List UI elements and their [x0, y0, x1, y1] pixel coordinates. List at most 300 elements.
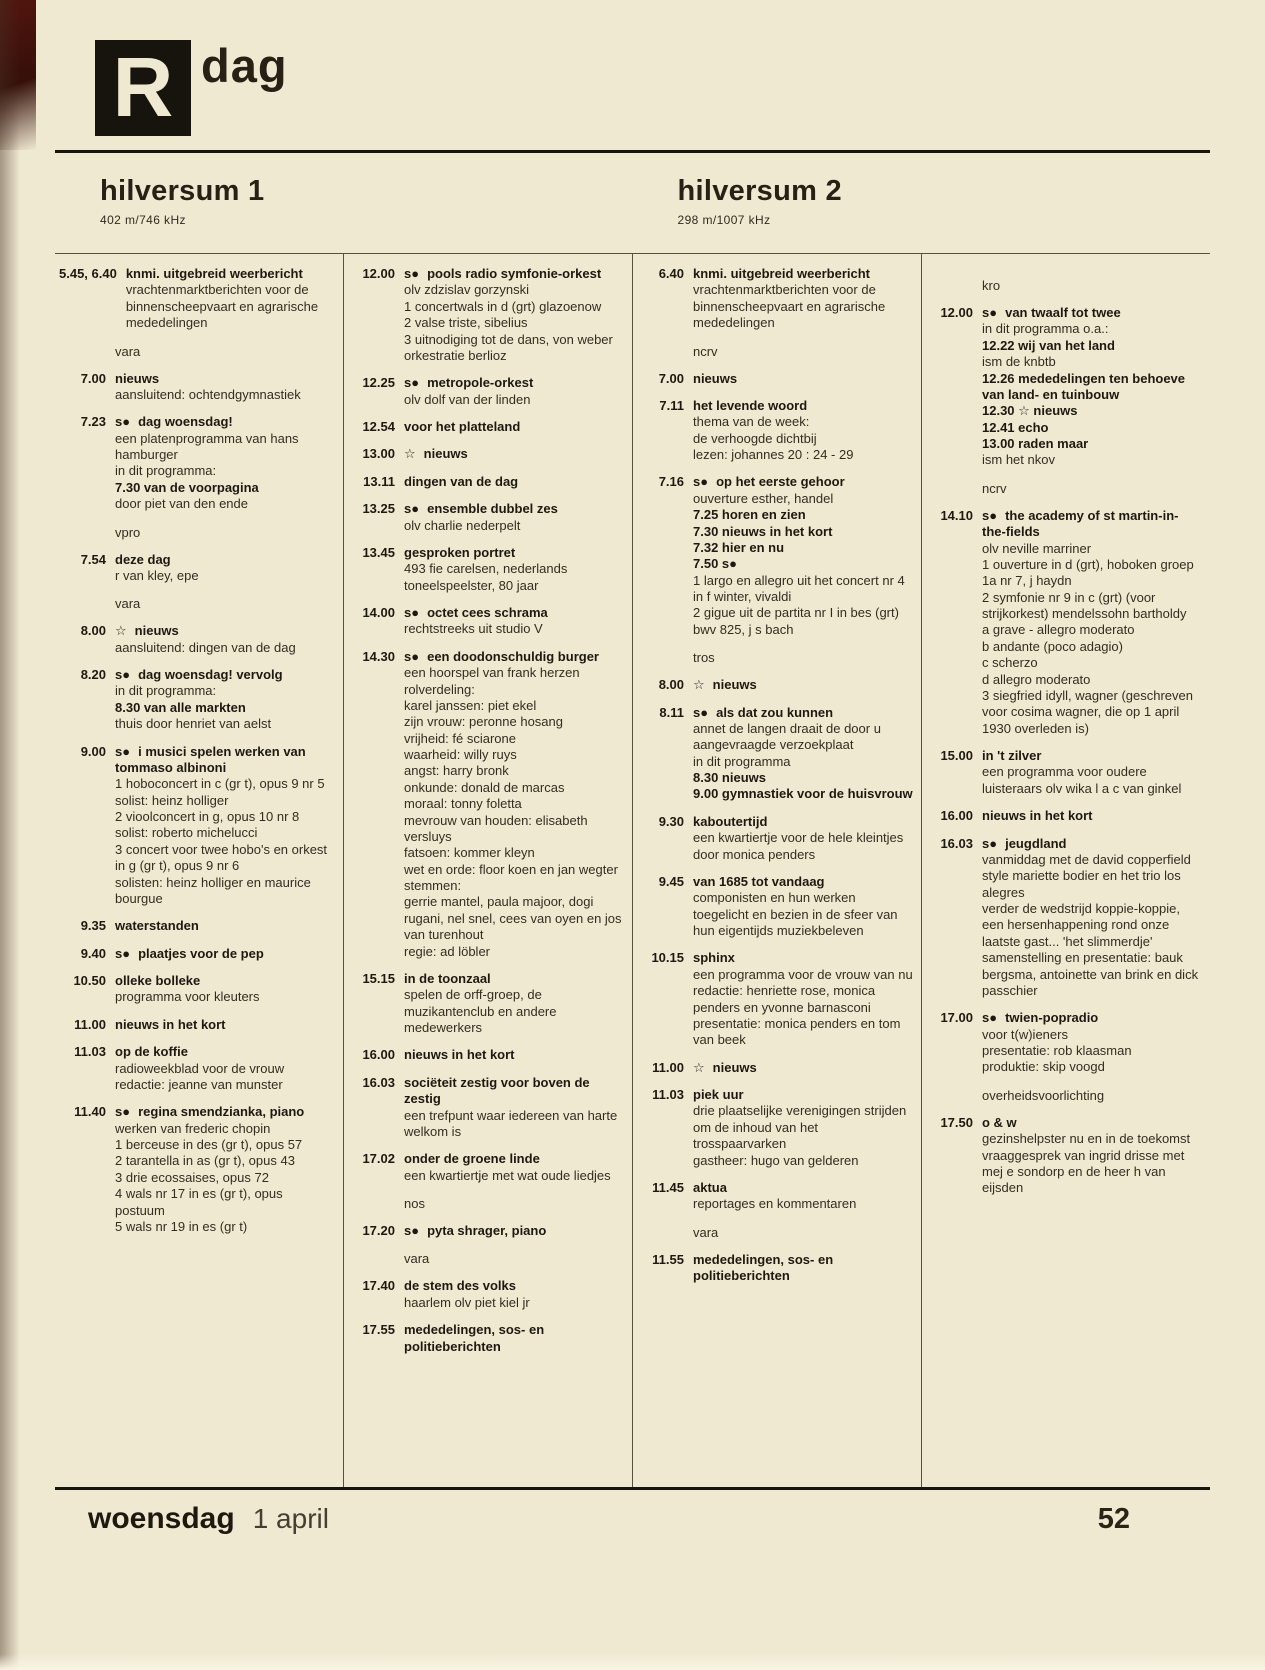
program-entry — [926, 1115, 1202, 1197]
program-title: kaboutertijd — [693, 813, 768, 829]
program-detail: mevrouw van houden: elisabeth versluys — [404, 812, 588, 844]
program-detail: redactie: henriette rose, monica penders en yvonne barnasconi — [693, 983, 876, 1015]
program-detail: ism de knbtb — [982, 354, 1056, 370]
star-icon: ☆ — [693, 677, 705, 693]
program-detail: 7.30 nieuws in het kort — [693, 523, 833, 539]
program-time: 17.40 — [362, 1278, 395, 1294]
program-detail: b andante (poco adagio) — [982, 638, 1123, 654]
program-entry — [348, 501, 624, 534]
program-title: s● op het eerste gehoor — [693, 474, 845, 490]
broadcaster-label: kro — [982, 278, 1001, 293]
program-detail: een kwartiertje voor de hele kleintjes — [693, 830, 904, 846]
program-detail: solist: heinz holliger — [115, 792, 229, 808]
program-content — [404, 649, 624, 960]
stereo-icon: s● — [404, 501, 420, 517]
program-time: 8.00 — [80, 623, 106, 639]
program-entry — [348, 545, 624, 594]
program-entry — [926, 808, 1202, 824]
program-title: sphinx — [693, 950, 735, 966]
program-time: 9.30 — [658, 813, 684, 829]
program-detail: vanmiddag met de david copperfield style mariette bodier en het trio los alegres — [982, 851, 1191, 900]
program-content — [982, 748, 1202, 797]
program-title: van 1685 tot vandaag — [693, 873, 825, 889]
program-detail: olv zdzislav gorzynski — [404, 282, 529, 298]
program-detail: 8.30 van alle markten — [115, 699, 246, 715]
program-content — [404, 419, 624, 435]
program-detail: reportages en kommentaren — [693, 1196, 857, 1212]
program-time: 11.03 — [652, 1087, 684, 1102]
program-entry — [348, 605, 624, 638]
program-content — [115, 744, 335, 908]
program-content — [982, 836, 1202, 1000]
program-entry — [59, 266, 335, 332]
stereo-icon: s● — [693, 704, 709, 720]
program-detail: 5 wals nr 19 in es (gr t) — [115, 1218, 248, 1234]
program-detail: solist: roberto michelucci — [115, 825, 258, 841]
program-detail: solisten: heinz holliger en maurice bourgue — [115, 874, 311, 906]
program-entry — [348, 474, 624, 490]
program-content — [693, 1060, 913, 1076]
program-title: sociëteit zestig voor boven de zestig — [404, 1074, 590, 1107]
program-detail: verder de wedstrijd koppie-koppie, een hersenhappening rond onze laatste gast... 'het slimmerdje' — [982, 901, 1180, 949]
program-detail: 8.30 nieuws — [693, 770, 766, 785]
program-time: 13.25 — [362, 501, 395, 517]
program-entry — [59, 667, 335, 733]
program-detail: 7.25 horen en zien — [693, 507, 806, 523]
program-detail: radioweekblad voor de vrouw — [115, 1060, 285, 1076]
program-detail: vrijheid: fé sciarone — [404, 730, 516, 746]
program-entry — [348, 649, 624, 960]
program-detail: r van kley, epe — [115, 567, 199, 583]
program-time: 16.00 — [940, 808, 973, 824]
program-detail: 3 drie ecossaises, opus 72 — [115, 1169, 269, 1185]
program-title: s● als dat zou kunnen — [693, 704, 834, 720]
stereo-icon: s● — [982, 1010, 998, 1026]
program-content — [115, 1104, 335, 1235]
program-detail: 3 concert voor twee hobo's en orkest in g (gr t), opus 9 nr 6 — [115, 841, 328, 874]
program-entry — [59, 1044, 335, 1093]
program-time: 10.50 — [73, 973, 106, 988]
masthead — [55, 0, 1210, 150]
stereo-icon: s● — [693, 474, 709, 490]
program-entry — [637, 1180, 913, 1213]
program-detail: regie: ad löbler — [404, 943, 490, 959]
program-title: nieuws in het kort — [982, 808, 1093, 824]
program-title: o & w — [982, 1114, 1017, 1130]
program-detail: 12.30 ☆ nieuws — [982, 403, 1078, 419]
program-detail: ouverture esther, handel — [693, 490, 834, 506]
program-time: 12.54 — [362, 419, 395, 434]
program-detail: lezen: johannes 20 : 24 - 29 — [693, 447, 854, 462]
program-entry — [59, 414, 335, 512]
program-content — [404, 501, 624, 534]
program-entry — [926, 305, 1202, 469]
listing-column-h2-a — [632, 254, 921, 1487]
bottom-edge-highlight — [0, 1654, 1265, 1670]
program-title: s● metropole-orkest — [404, 375, 534, 391]
program-title: s● een doodonschuldig burger — [404, 648, 599, 664]
program-time: 6.40 — [658, 266, 684, 281]
program-detail: presentatie: rob klaasman — [982, 1043, 1132, 1058]
program-content — [693, 371, 913, 387]
program-entry — [59, 1017, 335, 1033]
program-content — [693, 1252, 913, 1285]
program-entry — [637, 874, 913, 940]
program-detail: produktie: skip voogd — [982, 1059, 1105, 1075]
program-entry — [348, 375, 624, 408]
station-headers — [55, 153, 1210, 253]
program-title: nieuws — [115, 370, 160, 386]
program-time: 11.00 — [74, 1016, 106, 1032]
program-content — [404, 545, 624, 594]
program-content — [115, 918, 335, 934]
program-title: nieuws in het kort — [115, 1016, 226, 1032]
program-time: 17.02 — [362, 1151, 395, 1167]
program-content — [982, 508, 1202, 737]
program-detail: in dit programma o.a.: — [982, 321, 1109, 337]
broadcaster-label: vara — [404, 1251, 430, 1267]
program-time: 7.00 — [80, 370, 106, 386]
program-detail: karel janssen: piet ekel — [404, 697, 537, 713]
program-detail: gezinshelpster nu en in de toekomst — [982, 1131, 1191, 1147]
program-detail: werken van frederic chopin — [115, 1120, 271, 1136]
program-detail: 2 vioolconcert in g, opus 10 nr 8 — [115, 809, 300, 824]
program-detail: in dit programma — [693, 753, 791, 769]
program-content — [404, 1047, 624, 1063]
program-detail: haarlem olv piet kiel jr — [404, 1294, 530, 1310]
station-frequency: 402 m/746 kHz — [100, 213, 186, 227]
scan-edge-shadow — [0, 0, 20, 1670]
program-title: s● jeugdland — [982, 835, 1067, 851]
program-detail: voor t(w)ieners — [982, 1026, 1068, 1042]
program-time: 8.11 — [659, 704, 684, 720]
star-icon: ☆ — [115, 623, 127, 639]
program-time: 13.11 — [363, 473, 395, 489]
program-detail: 2 gigue uit de partita nr I in bes (grt) bwv 825, j s bach — [693, 605, 899, 637]
program-detail: 3 siegfried idyll, wagner (geschreven voor cosima wagner, die op 1 april 1930 overleden is) — [982, 687, 1193, 736]
footer-date-block — [88, 1502, 329, 1536]
program-detail: 7.30 van de voorpagina — [115, 479, 259, 495]
program-entry — [59, 973, 335, 1006]
station-header-hilversum-1 — [55, 175, 633, 227]
program-detail: rolverdeling: — [404, 681, 475, 697]
program-title: dingen van de dag — [404, 473, 519, 489]
program-detail: wet en orde: floor koen en jan wegter — [404, 861, 618, 877]
program-title: gesproken portret — [404, 544, 516, 560]
program-title: s● i musici spelen werken van tommaso albinoni — [115, 743, 306, 775]
program-title: nieuws — [693, 370, 738, 386]
program-entry — [348, 1047, 624, 1063]
program-title: s● pools radio symfonie-orkest — [404, 266, 602, 281]
program-content — [115, 623, 335, 656]
program-entry — [637, 266, 913, 332]
stereo-icon: s● — [404, 266, 420, 281]
program-entry — [637, 814, 913, 863]
program-title: ☆ nieuws — [115, 623, 179, 639]
program-content — [693, 874, 913, 940]
program-title: mededelingen, sos- en politieberichten — [404, 1322, 545, 1354]
program-detail: programma voor kleuters — [115, 989, 260, 1005]
program-time: 11.03 — [74, 1044, 106, 1060]
program-title: s● dag woensdag! vervolg — [115, 667, 283, 682]
program-time: 11.45 — [652, 1179, 684, 1195]
program-detail: angst: harry bronk — [404, 763, 509, 779]
program-detail: stemmen: — [404, 878, 462, 893]
program-time: 12.00 — [940, 305, 973, 320]
program-detail: 1 concertwals in d (grt) glazoenow — [404, 298, 602, 314]
program-entry — [348, 1151, 624, 1184]
program-entry — [637, 1087, 913, 1169]
footer — [55, 1490, 1210, 1536]
program-entry — [637, 705, 913, 803]
program-content — [693, 814, 913, 863]
program-title: s● octet cees schrama — [404, 605, 548, 620]
program-entry — [637, 677, 913, 693]
program-detail: fatsoen: kommer kleyn — [404, 845, 535, 861]
program-content — [404, 375, 624, 408]
program-content — [404, 1278, 624, 1311]
program-content — [404, 1075, 624, 1141]
program-content — [115, 552, 335, 585]
stereo-icon: s● — [115, 667, 131, 682]
program-time: 8.20 — [80, 667, 106, 682]
stereo-icon: s● — [115, 945, 131, 961]
program-listings — [55, 253, 1210, 1487]
stereo-icon: s● — [115, 743, 131, 759]
program-detail: een kwartiertje met wat oude liedjes — [404, 1167, 611, 1183]
program-detail: componisten en hun werken toegelicht en bezien in de sfeer van hun eigentijds muziekbeleven — [693, 890, 898, 938]
program-detail: redactie: jeanne van munster — [115, 1076, 283, 1092]
program-content — [115, 973, 335, 1006]
program-entry — [59, 744, 335, 908]
program-content — [982, 305, 1202, 469]
program-entry — [348, 446, 624, 462]
page-number: 52 — [1097, 1503, 1130, 1535]
program-time: 14.30 — [362, 648, 395, 664]
stereo-icon: s● — [404, 648, 420, 664]
program-entry — [926, 508, 1202, 737]
program-detail: een platenprogramma van hans hamburger — [115, 430, 299, 462]
program-time: 9.45 — [658, 873, 684, 889]
program-title: s● regina smendzianka, piano — [115, 1104, 305, 1120]
program-content — [404, 1223, 624, 1239]
listing-column-h2-b — [921, 254, 1210, 1487]
program-content — [693, 1180, 913, 1213]
program-detail: 1 largo en allegro uit het concert nr 4 in f winter, vivaldi — [693, 572, 905, 604]
program-detail: vrachtenmarktberichten voor de binnenscheepvaart en agrarische mededelingen — [125, 282, 319, 331]
logo-word: dag — [201, 39, 288, 92]
program-detail: gerrie mantel, paula majoor, dogi rugani, nel snel, cees van oyen en jos van turenhout — [404, 894, 622, 943]
program-detail: rechtstreeks uit studio V — [404, 621, 543, 637]
program-content — [115, 414, 335, 512]
program-detail: 2 tarantella in as (gr t), opus 43 — [115, 1153, 295, 1169]
program-title: s● twien-popradio — [982, 1010, 1099, 1026]
program-time: 17.20 — [362, 1223, 395, 1238]
program-time: 16.00 — [362, 1047, 395, 1063]
program-time: 17.50 — [940, 1114, 973, 1130]
program-time: 7.11 — [659, 397, 684, 413]
program-time: 17.00 — [940, 1010, 973, 1026]
program-detail: olv neville marriner — [982, 540, 1092, 556]
program-detail: gastheer: hugo van gelderen — [693, 1152, 859, 1168]
program-time: 7.16 — [658, 474, 684, 490]
program-title: het levende woord — [693, 397, 808, 413]
program-detail: orkestratie berlioz — [404, 347, 507, 363]
stereo-icon: s● — [115, 414, 131, 430]
program-detail: 2 symfonie nr 9 in c (grt) (voor strijkorkest) mendelssohn bartholdy — [982, 589, 1187, 621]
program-entry — [637, 1060, 913, 1076]
program-detail: vrachtenmarktberichten voor de binnenscheepvaart en agrarische mededelingen — [693, 282, 886, 331]
program-title: s● dag woensdag! — [115, 414, 233, 430]
program-content — [982, 808, 1202, 824]
program-detail: 12.22 wij van het land — [982, 337, 1115, 353]
star-icon: ☆ — [404, 446, 416, 462]
stereo-icon: s● — [404, 1223, 420, 1238]
listing-column-h1-a — [55, 254, 343, 1487]
program-detail: aansluitend: dingen van de dag — [115, 639, 296, 655]
program-detail: drie plaatselijke verenigingen strijden om de inhoud van het trosspaarvarken — [693, 1103, 907, 1152]
program-detail: 1 ouverture in d (grt), hoboken groep 1a nr 7, j haydn — [982, 556, 1194, 589]
program-title: knmi. uitgebreid weerbericht — [125, 266, 303, 281]
broadcaster-label: ncrv — [693, 343, 718, 359]
program-detail: 493 fie carelsen, nederlands toneelspeelster, 80 jaar — [404, 561, 568, 593]
station-frequency: 298 m/1007 kHz — [677, 213, 771, 227]
program-entry — [637, 1252, 913, 1285]
program-entry — [348, 971, 624, 1037]
stereo-icon: s● — [982, 835, 998, 851]
program-time: 17.55 — [362, 1322, 395, 1338]
program-time: 14.10 — [940, 507, 973, 523]
program-entry — [926, 748, 1202, 797]
station-name: hilversum 2 — [677, 175, 842, 207]
broadcaster-label: vpro — [115, 524, 141, 540]
broadcaster-label: tros — [693, 650, 715, 666]
program-entry — [348, 1322, 624, 1355]
program-entry — [637, 950, 913, 1048]
program-time: 10.15 — [651, 950, 684, 966]
program-time: 16.03 — [940, 835, 973, 851]
program-detail: vraaggesprek van ingrid drisse met mej e sondorp en de heer h van eijsden — [982, 1147, 1185, 1196]
program-detail: een programma voor de vrouw van nu — [693, 966, 913, 982]
station-name: hilversum 1 — [100, 175, 265, 207]
program-entry — [59, 1104, 335, 1235]
program-content — [693, 677, 913, 693]
program-detail: onkunde: donald de marcas — [404, 779, 565, 795]
program-detail: 7.32 hier en nu — [693, 539, 785, 555]
program-content — [693, 266, 913, 332]
broadcaster-label: overheidsvoorlichting — [982, 1087, 1105, 1103]
program-title: s● the academy of st martin-in-the-fields — [982, 507, 1179, 540]
program-entry — [348, 419, 624, 435]
program-entry — [59, 946, 335, 962]
scan-corner-shadow — [0, 0, 36, 150]
program-entry — [59, 552, 335, 585]
stereo-icon: s● — [982, 507, 998, 523]
program-title: s● plaatjes voor de pep — [115, 945, 264, 961]
program-content — [404, 266, 624, 364]
program-detail: een programma voor oudere luisteraars olv wika l a c van ginkel — [982, 764, 1182, 796]
stereo-icon: s● — [404, 605, 420, 620]
program-detail: thuis door henriet van aelst — [115, 716, 272, 732]
program-title: s● pyta shrager, piano — [404, 1223, 547, 1238]
listing-column-h1-b — [343, 254, 632, 1487]
program-content — [404, 446, 624, 462]
program-title: aktua — [693, 1179, 727, 1195]
program-content — [693, 474, 913, 638]
program-title: s● ensemble dubbel zes — [404, 501, 558, 517]
program-entry — [348, 1278, 624, 1311]
logo-letter-block: R — [95, 40, 191, 136]
program-title: deze dag — [115, 551, 171, 567]
program-detail: olv dolf van der linden — [404, 391, 531, 407]
program-detail: 13.00 raden maar — [982, 436, 1089, 451]
program-content — [404, 474, 624, 490]
star-icon: ☆ — [693, 1059, 705, 1075]
program-detail: een trefpunt waar iedereen van harte welkom is — [404, 1107, 618, 1139]
program-title: in 't zilver — [982, 748, 1042, 763]
program-detail: 7.50 s● — [693, 556, 737, 572]
program-content — [404, 605, 624, 638]
footer-date: 1 april — [252, 1503, 329, 1534]
program-detail: d allegro moderato — [982, 671, 1091, 687]
program-detail: 12.41 echo — [982, 419, 1049, 435]
program-content — [115, 371, 335, 404]
program-detail: c scherzo — [982, 655, 1038, 671]
program-entry — [637, 398, 913, 464]
program-title: piek uur — [693, 1087, 744, 1102]
program-content — [982, 1115, 1202, 1197]
program-time: 12.25 — [362, 375, 395, 391]
program-content — [982, 1010, 1202, 1076]
program-title: ☆ nieuws — [404, 446, 468, 462]
program-time: 15.00 — [940, 748, 973, 763]
program-detail: 1 hoboconcert in c (gr t), opus 9 nr 5 — [115, 776, 325, 792]
program-title: op de koffie — [115, 1044, 188, 1060]
program-entry — [637, 371, 913, 387]
program-detail: annet de langen draait de door u aangevraagde verzoekplaat — [693, 720, 881, 753]
program-entry — [348, 1075, 624, 1141]
program-content — [115, 946, 335, 962]
broadcaster-label: vara — [115, 343, 141, 359]
program-entry — [59, 623, 335, 656]
program-time: 5.45, 6.40 — [59, 266, 117, 281]
program-title: olleke bolleke — [115, 973, 201, 988]
program-detail: zijn vrouw: peronne hosang — [404, 714, 563, 730]
program-detail: samenstelling en presentatie: bauk bergsma, antoinette van brink en dick passchier — [982, 950, 1199, 998]
program-detail: 2 valse triste, sibelius — [404, 315, 528, 331]
program-content — [404, 1151, 624, 1184]
program-entry — [59, 918, 335, 934]
program-detail: de verhoogde dichtbij — [693, 430, 817, 446]
program-entry — [348, 266, 624, 364]
program-title: waterstanden — [115, 918, 199, 934]
program-detail: een hoorspel van frank herzen — [404, 665, 580, 681]
program-content — [126, 266, 335, 332]
program-detail: 1 berceuse in des (gr t), opus 57 — [115, 1137, 303, 1152]
program-content — [693, 398, 913, 464]
program-content — [693, 1087, 913, 1169]
program-content — [404, 1322, 624, 1355]
program-detail: aansluitend: ochtendgymnastiek — [115, 386, 301, 402]
broadcaster-label: nos — [404, 1196, 425, 1211]
program-content — [115, 667, 335, 733]
program-detail: 12.26 mededelingen ten behoeve van land- en tuinbouw — [982, 370, 1186, 402]
program-entry — [926, 836, 1202, 1000]
program-content — [115, 1044, 335, 1093]
program-title: de stem des volks — [404, 1278, 516, 1294]
stereo-icon: s● — [115, 1104, 131, 1120]
program-entry — [637, 474, 913, 638]
